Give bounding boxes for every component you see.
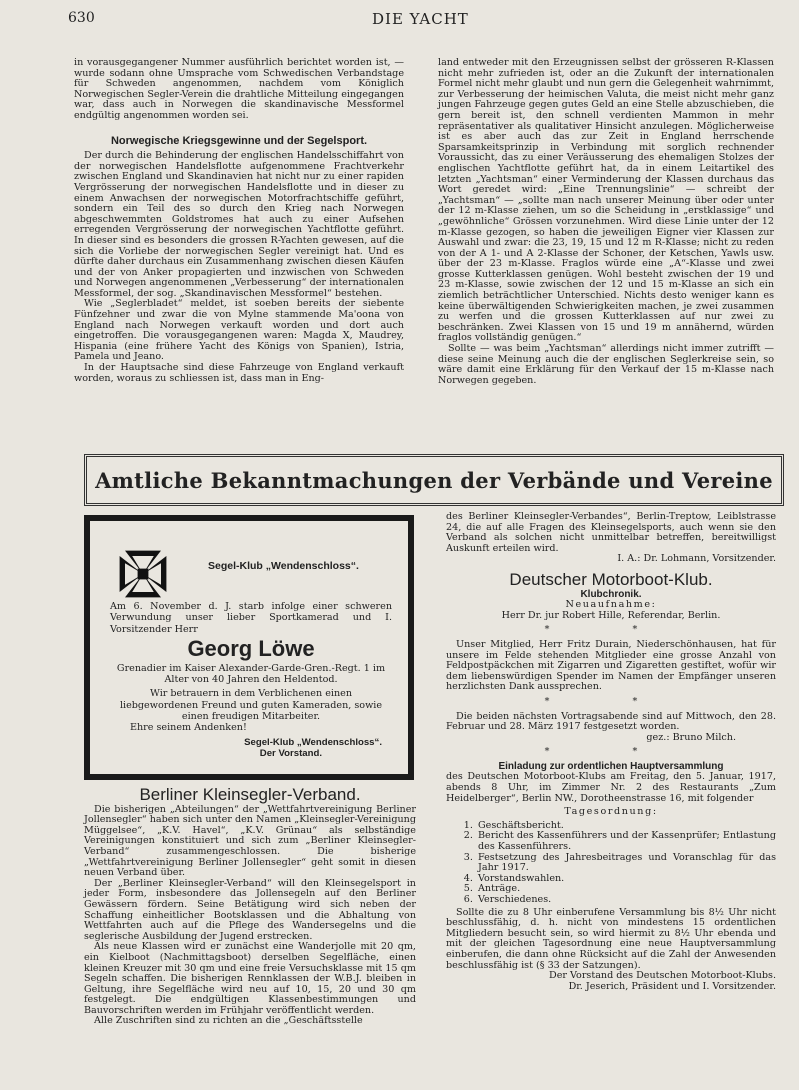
agenda-item: 5. Anträge. [476, 884, 776, 895]
article-paragraph: In der Hauptsache sind diese Fahrzeuge von England verkauft worden, woraus zu schliessen ist, dass man in Eng- [74, 362, 404, 384]
article-paragraph: Wie „Seglerbladet“ meldet, ist soeben bereits der siebente Fünfzehner und zwar die von Mylne stammende Ma'oona von England nach Norwegen verkauft worden und dort auch eingetroffen. Die vorausgegangenen waren: Magda X, Maudrey, Hispania (eine frühere Yacht des Königs von Spanien), Istria, Pamela und Jeano. [74, 298, 404, 363]
section-paragraph: Unser Mitglied, Herr Fritz Durain, Niederschönhausen, hat für unsere im Felde stehenden Mitglieder eine grosse Anzahl von Feldpostpäckchen mit Zigarren und Zigaretten gestiftet, wofür wir dem liebenswürdigen Spender im Namen der Empfänger unseren herzlichsten Dank aussprechen. [446, 638, 776, 693]
notice-text: Ehre seinem Andenken! [130, 722, 247, 734]
right-top-column [438, 58, 774, 386]
agenda-label: Tagesordnung: [564, 806, 658, 818]
left-top-column [74, 58, 404, 384]
article-paragraph: Der durch die Behinderung der englischen Handelsschiffahrt von der norwegischen Handelsflotte aufgenommene Frachtverkehr zwischen England und Skandinavien hat nicht nur zu einer rapiden Vergrösserung der norwegischen Handelsflotte und in dieser zu einem Anwachsen der norwegischen Motorfrachtschiffe geführt, sondern ein Teil des so durch den Krieg nach Norwegen abgeschwemmten Goldstromes hat auch zu einer Aufsehen erregenden Vergrösserung der norwegischen Yachtflotte geführt. In dieser sind es besonders die grossen R-Yachten gewesen, auf die sich die Vorliebe der norwegischen Segler vereinigt hat. Und es dürfte daher durchaus ein Zusammenhang zwischen diesen Käufen und der von Anker propagierten und inzwischen von Schweden und Norwegen angenommenen „Verbesserung“ der internationalen Messformel, der sog. „Skandinavischen Messformel“ bestehen. [74, 150, 404, 299]
separator-stars: * * [544, 624, 678, 636]
obituary-notice [84, 515, 414, 780]
page-number: 630 [68, 10, 95, 26]
new-member: Herr Dr. jur Robert Hille, Referendar, Berlin. [501, 609, 721, 621]
announcements-banner [84, 454, 784, 506]
intro-paragraph: in vorausgegangener Nummer ausführlich berichtet worden ist, — wurde sodann ohne Umsprache vom Schwedischen Verbandstage für Schweden angenommen, nachdem vom Königlich Norwegischen Segler-Verein die drahtliche Mitteilung eingegangen war, dass auch in Norwegen die skandinavische Messformel endgültig angenommen worden sei. [74, 57, 404, 121]
section-paragraph: Alle Zuschriften sind zu richten an die „Geschäftsstelle [94, 1015, 363, 1027]
article-paragraph: Sollte — was beim „Yachtsman“ allerdings nicht immer zutrifft — diese seine Meinung auch die der englischen Seglerkreise sein, so wäre damit eine Erklärung für den Verkauf der 15 m-Klasse nach Norwegen gegeben. [438, 343, 774, 386]
section-paragraph: Die bisherigen „Abteilungen“ der „Wettfahrtvereinigung Berliner Jollensegler“ haben sich unter den Namen „Kleinsegler-Vereinigung Müggelsee“, „K.V. Havel“, „K.V. Grünau“ als selbständige Vereinigungen konstituiert und sich zum „Berliner Kleinsegler-Verband“ zusammengeschlossen. Die bisherige „Wettfahrtvereinigung Berliner Jollensegler“ geht somit in diesen neuen Verband über. [84, 803, 416, 879]
separator-stars: * * [544, 746, 678, 758]
notice-signature: Segel-Klub „Wendenschloss“. [244, 736, 382, 748]
section-signature: I. A.: Dr. Lohmann, Vorsitzender. [617, 553, 776, 565]
sub-heading: Einladung zur ordentlichen Hauptversammlung [498, 760, 724, 772]
notice-club-name: Segel-Klub „Wendenschloss“. [208, 560, 359, 572]
section-heading: Deutscher Motorboot-Klub. [509, 569, 713, 589]
notice-signature: Der Vorstand. [259, 747, 322, 759]
section-paragraph: Die beiden nächsten Vortragsabende sind auf Mittwoch, den 28. Februar und 28. März 1917 festgesetzt worden. [446, 710, 776, 733]
notice-text: Am 6. November d. J. starb infolge einer schweren Verwundung unser lieber Sportkamerad und I. Vorsitzender Herr [110, 601, 392, 635]
article-paragraph: land entweder mit den Erzeugnissen selbst der grösseren R-Klassen nicht mehr zufrieden ist, oder an die Zukunft der internationalen Formel nicht mehr glaubt und nun gern die Gelegenheit wahrnimmt, zur Verbesserung der heimischen Valuta, die meist nicht mehr ganz jungen Fahrzeuge gegen gutes Geld an eine Stelle abzuschieben, die gern bereit ist, den schnell verdienten Mammon in mehr repräsentativer als qualitativer Hinsicht anzulegen. Möglicherweise ist es aber auch das zur Zeit in England herrschende Sparsamkeitsprinzip in Verbindung mit sorglich rechnender Voraussicht, das zu einer Veräusserung des ehemaligen Stolzes der englischen Yachtflotte geführt hat, da in einem Leitartikel des letzten „Yachtsman“ einer Verminderung der Klassen durchaus das Wort geredet wird: „Eine Trennungslinie“ — schreibt der „Yachtsman“ — „sollte man nach unserer Meinung über oder unter der 12 m-Klasse ziehen, um so die Scheidung in „erstklassige“ und „gewöhnliche“ Grössen vorzunehmen. Wird diese Linie unter der 12 m-Klasse gezogen, so haben die jeweiligen Eigner vier Klassen zur Auswahl und zwar: die 23, 19, 15 und 12 m R-Klasse; nicht zu reden von der A 1- und A 2-Klasse der Schoner, der Ketschen, Yawls usw. über der 23 m-Klasse. Fraglos würde eine „A“-Klasse und zwei grosse Kutterklassen genügen. Wohl besteht zwischen der 19 und 23 m-Klasse, sowie zwischen der 12 und 15 m-Klasse an sich ein ziemlich beträchtlicher Unterschied. Nichts desto weniger kann es keine überwältigenden Schwierigkeiten machen, je zwei zusammen zu werfen und die grossen Kutterklassen auf nur zwei zu beschränken. Zwei Klassen von 15 und 19 m annähernd, würden fraglos vollständig genügen.“ [438, 57, 774, 344]
agenda-item: 2. Bericht des Kassenführers und der Kassenprüfer; Entlastung des Kassenführers. [476, 831, 776, 852]
section-paragraph: des Berliner Kleinsegler-Verbandes“, Berlin-Treptow, Leiblstrasse 24, die auf alle Fragen des Kleinsegelsports, auch wenn sie den Verband als solchen nicht unmittelbar betreffen, bereitwilligst Auskunft erteilen wird. [446, 511, 776, 554]
section-signature: Der Vorstand des Deutschen Motorboot-Klubs. [549, 970, 776, 982]
separator-stars: * * [544, 695, 678, 707]
section-signature: Dr. Jeserich, Präsident und I. Vorsitzender. [568, 980, 776, 992]
banner-title: Amtliche Bekanntmachungen der Verbände und Vereine [95, 467, 773, 493]
agenda-item: 6. Verschiedenes. [476, 895, 776, 906]
notice-body [110, 601, 392, 759]
section-paragraph: Als neue Klassen wird er zunächst eine Wanderjolle mit 20 qm, ein Kielboot (Nachmittagsboot) derselben Segelfläche, einen kleinen Kreuzer mit 30 qm und eine freie Versuchsklasse mit 15 qm Segeln schaffen. Die bisherigen Rennklassen der W.B.J. bleiben in Geltung, ihre Segelfläche wird neu auf 10, 15, 20 und 30 qm festgelegt. Die endgültigen Klassenbestimmungen und Bauvorschriften werden im Frühjahr veröffentlicht werden. [84, 941, 416, 1016]
agenda-item: 4. Vorstandswahlen. [476, 874, 776, 885]
right-lower-column [446, 512, 776, 992]
article-heading: Norwegische Kriegsgewinne und der Segelsport. [110, 134, 368, 147]
agenda-item: 3. Festsetzung des Jahresbeitrages und Voranschlag für das Jahr 1917. [476, 853, 776, 874]
agenda-item: 1. Geschäftsbericht. [476, 821, 776, 832]
notice-text: Wir betrauern in dem Verblichenen einen liebgewordenen Freund und guten Kameraden, sowie einen freudigen Mitarbeiter. [119, 688, 383, 723]
sub-heading: Klubchronik. [580, 588, 642, 600]
section-heading: Berliner Kleinsegler-Verband. [139, 785, 361, 804]
neuaufnahme-label: Neuaufnahme: [565, 599, 657, 611]
section-paragraph: des Deutschen Motorboot-Klubs am Freitag, den 5. Januar, 1917, abends 8 Uhr, im Zimmer Nr. 2 des Restaurants „Zum Heidelberger“, Berlin NW., Dorotheenstrasse 16, mit folgender [446, 771, 776, 804]
deceased-name: Georg Löwe [187, 635, 315, 661]
section-paragraph: Sollte die zu 8 Uhr einberufene Versammlung bis 8½ Uhr nicht beschlussfähig, d. h. nicht von mindestens 15 ordentlichen Mitgliedern besucht sein, so wird hiermit zu 8½ Uhr ebenda und mit der gleichen Tagesordnung eine neue Hauptversammlung einberufen, die dann ohne Rücksicht auf die Zahl der Anwesenden beschlussfähig ist (§ 33 der Satzungen). [446, 906, 776, 971]
iron-cross-icon [116, 547, 170, 601]
berliner-section [84, 787, 416, 1027]
section-signature: gez.: Bruno Milch. [646, 731, 736, 743]
journal-title: DIE YACHT [372, 10, 469, 28]
section-paragraph: Der „Berliner Kleinsegler-Verband“ will den Kleinsegelsport in jeder Form, insbesondere das Jollensegeln auf den Berliner Gewässern fördern. Seine Betätigung wird sich neben der Schaffung einheitlicher Bootsklassen und die Abhaltung von Wettfahrten auch auf die Pflege des Wandersegelns und die seglerische Ausbildung der Jugend erstrecken. [84, 877, 416, 942]
notice-text: Grenadier im Kaiser Alexander-Garde-Gren.-Regt. 1 im Alter von 40 Jahren den Heldentod. [116, 662, 386, 686]
agenda-list [446, 821, 776, 906]
